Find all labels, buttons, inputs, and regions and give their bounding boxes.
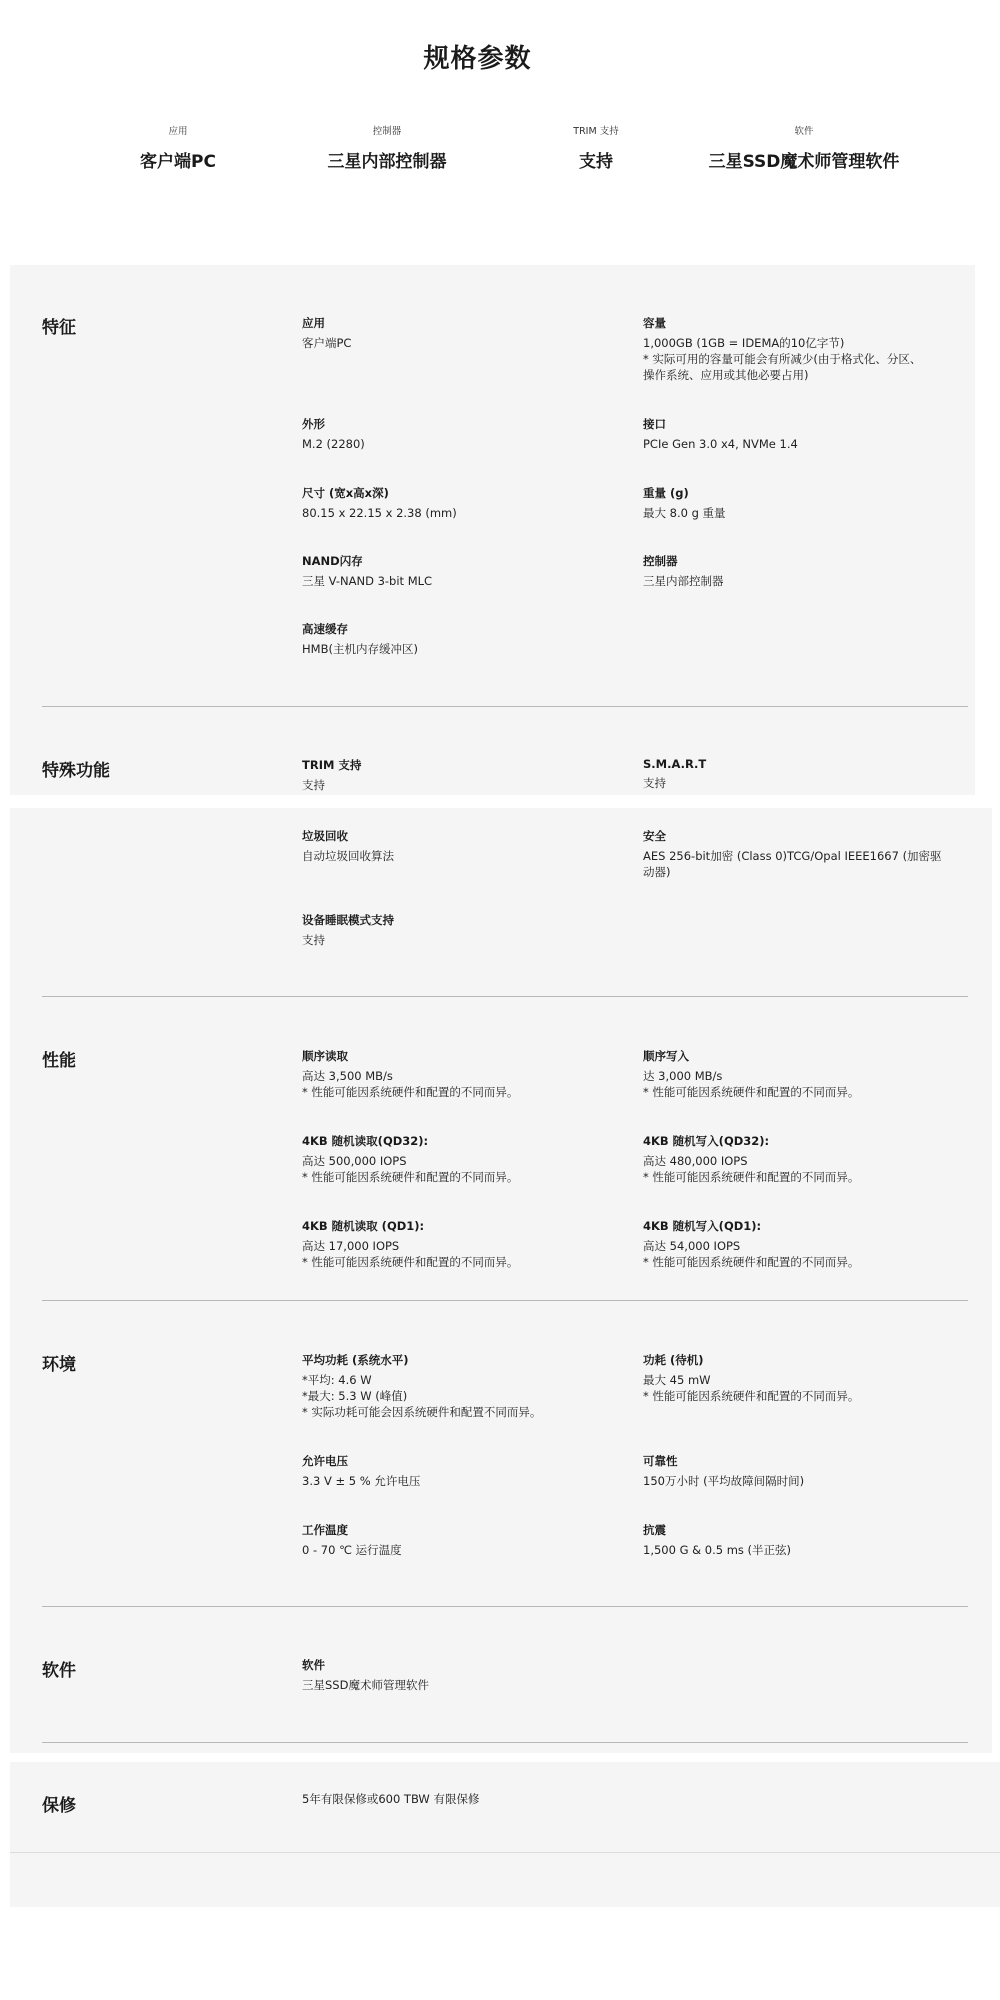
field-value: 高达 500,000 IOPS [302, 1154, 407, 1168]
spec-field [302, 1657, 622, 1693]
summary-label: 控制器 [372, 126, 402, 137]
field-title: 4KB 随机读取(QD32): [302, 1134, 429, 1148]
field-value: 达 3,000 MB/s [643, 1069, 723, 1083]
spec-field [643, 416, 963, 452]
field-note: 操作系统、应用或其他必要占用) [643, 368, 809, 382]
section-divider [42, 1300, 968, 1301]
field-value: 1,000GB (1GB = IDEMA的10亿字节) [643, 336, 845, 350]
field-title: 抗震 [643, 1523, 666, 1537]
field-value: AES 256-bit加密 (Class 0)TCG/Opal IEEE1667 (加密驱 [643, 849, 942, 863]
field-value: 0 - 70 ℃ 运行温度 [302, 1543, 402, 1557]
spec-field [302, 1218, 622, 1270]
field-note: * 性能可能因系统硬件和配置的不同而异。 [302, 1085, 519, 1099]
field-value: 支持 [302, 778, 325, 792]
spec-field [302, 828, 622, 864]
field-note: * 性能可能因系统硬件和配置的不同而异。 [643, 1255, 860, 1269]
spec-field [302, 416, 622, 452]
field-title: 重量 (g) [643, 486, 689, 500]
summary-value: 三星内部控制器 [327, 152, 447, 172]
section-divider [42, 1606, 968, 1607]
field-title: 可靠性 [643, 1454, 678, 1468]
field-title: 安全 [643, 829, 666, 843]
spec-field [643, 1048, 963, 1100]
spec-field [643, 315, 973, 383]
spec-field [302, 1133, 622, 1185]
spec-field [302, 553, 622, 589]
spec-field [643, 1133, 963, 1185]
spec-field [643, 757, 963, 791]
field-title: 允许电压 [302, 1454, 348, 1468]
spec-field [643, 1522, 963, 1558]
spec-field [302, 1522, 622, 1558]
field-title: 平均功耗 (系统水平) [302, 1353, 409, 1367]
field-value: M.2 (2280) [302, 437, 365, 451]
field-title: 4KB 随机写入(QD32): [643, 1134, 770, 1148]
field-value: *最大: 5.3 W (峰值) [302, 1389, 408, 1403]
spec-field [643, 828, 973, 880]
summary-value: 三星SSD魔术师管理软件 [708, 152, 900, 172]
field-note: * 性能可能因系统硬件和配置的不同而异。 [643, 1170, 860, 1184]
field-value: PCIe Gen 3.0 x4, NVMe 1.4 [643, 437, 798, 451]
spec-field [643, 1453, 963, 1489]
field-note: * 性能可能因系统硬件和配置的不同而异。 [302, 1255, 519, 1269]
field-value: 高达 3,500 MB/s [302, 1069, 393, 1083]
field-value: 最大 45 mW [643, 1373, 711, 1387]
section-title: 性能 [42, 1051, 76, 1071]
section-divider [42, 706, 968, 707]
field-title: 设备睡眠模式支持 [302, 913, 394, 927]
section-divider [10, 1852, 1000, 1853]
field-value: 1,500 G & 0.5 ms (半正弦) [643, 1543, 792, 1557]
summary-item-software [684, 123, 924, 172]
spec-field [643, 485, 963, 521]
field-value: 支持 [643, 776, 666, 790]
spec-field [643, 1218, 963, 1270]
field-value: 动器) [643, 865, 671, 879]
spec-field [643, 553, 963, 589]
field-title: NAND闪存 [302, 554, 363, 568]
spec-field [302, 912, 622, 948]
field-value: 三星内部控制器 [643, 574, 724, 588]
section-title: 特征 [42, 318, 76, 338]
field-title: 外形 [302, 417, 325, 431]
field-value: 三星 V-NAND 3-bit MLC [302, 574, 433, 588]
field-note: * 实际可用的容量可能会有所减少(由于格式化、分区、 [643, 352, 922, 366]
field-title: 尺寸 (宽x高x深) [302, 486, 389, 500]
spec-panel-middle [10, 808, 992, 1753]
field-note: * 实际功耗可能会因系统硬件和配置不同而异。 [302, 1405, 542, 1419]
section-divider [42, 996, 968, 997]
spec-field [302, 485, 622, 521]
field-value: 3.3 V ± 5 % 允许电压 [302, 1474, 421, 1488]
section-title: 保修 [42, 1796, 76, 1816]
field-value: 最大 8.0 g 重量 [643, 506, 726, 520]
spec-field [302, 1352, 622, 1420]
field-title: 功耗 (待机) [643, 1353, 704, 1367]
summary-item-application [58, 123, 298, 172]
field-value: 高达 17,000 IOPS [302, 1239, 400, 1253]
spec-field [302, 1453, 622, 1489]
summary-label: TRIM 支持 [573, 126, 619, 137]
field-note: * 性能可能因系统硬件和配置的不同而异。 [302, 1170, 519, 1184]
spec-field [302, 315, 622, 351]
summary-item-controller [267, 123, 507, 172]
field-note: * 性能可能因系统硬件和配置的不同而异。 [643, 1389, 860, 1403]
field-note: * 性能可能因系统硬件和配置的不同而异。 [643, 1085, 860, 1099]
field-title: 软件 [302, 1658, 325, 1672]
field-title: 顺序读取 [302, 1049, 348, 1063]
summary-label: 软件 [794, 126, 814, 137]
field-value: 客户端PC [302, 336, 352, 350]
field-value: 80.15 x 22.15 x 2.38 (mm) [302, 506, 457, 520]
section-divider [42, 1742, 968, 1743]
field-value: 支持 [302, 933, 325, 947]
section-title: 特殊功能 [42, 761, 110, 781]
spec-panel-bottom [10, 1762, 1000, 1907]
spec-field [302, 757, 622, 793]
field-title: 应用 [302, 316, 325, 330]
field-title: S.M.A.R.T [643, 757, 707, 771]
field-title: 工作温度 [302, 1523, 348, 1537]
field-value: *平均: 4.6 W [302, 1373, 372, 1387]
field-value: 高达 54,000 IOPS [643, 1239, 741, 1253]
spec-field [643, 1352, 963, 1404]
spec-field [302, 1791, 702, 1807]
field-value: HMB(主机内存缓冲区) [302, 642, 418, 656]
field-title: 容量 [643, 316, 666, 330]
field-title: 4KB 随机写入(QD1): [643, 1219, 762, 1233]
spec-field [302, 1048, 622, 1100]
field-value: 三星SSD魔术师管理软件 [302, 1678, 429, 1692]
summary-item-trim [476, 123, 716, 172]
field-title: TRIM 支持 [302, 758, 362, 772]
page-title: 规格参数 [423, 44, 532, 74]
summary-value: 客户端PC [140, 152, 216, 172]
section-title: 软件 [42, 1661, 76, 1681]
section-title: 环境 [42, 1355, 76, 1375]
field-title: 顺序写入 [643, 1049, 689, 1063]
field-value: 高达 480,000 IOPS [643, 1154, 748, 1168]
field-title: 接口 [643, 417, 666, 431]
summary-label: 应用 [168, 126, 188, 137]
field-value: 5年有限保修或600 TBW 有限保修 [302, 1792, 480, 1806]
field-title: 高速缓存 [302, 622, 348, 636]
spec-summary [0, 123, 1000, 183]
spec-field [302, 621, 622, 657]
field-title: 控制器 [643, 554, 678, 568]
summary-value: 支持 [579, 152, 613, 172]
field-title: 4KB 随机读取 (QD1): [302, 1219, 425, 1233]
field-value: 150万小时 (平均故障间隔时间) [643, 1474, 805, 1488]
field-title: 垃圾回收 [302, 829, 348, 843]
field-value: 自动垃圾回收算法 [302, 849, 394, 863]
